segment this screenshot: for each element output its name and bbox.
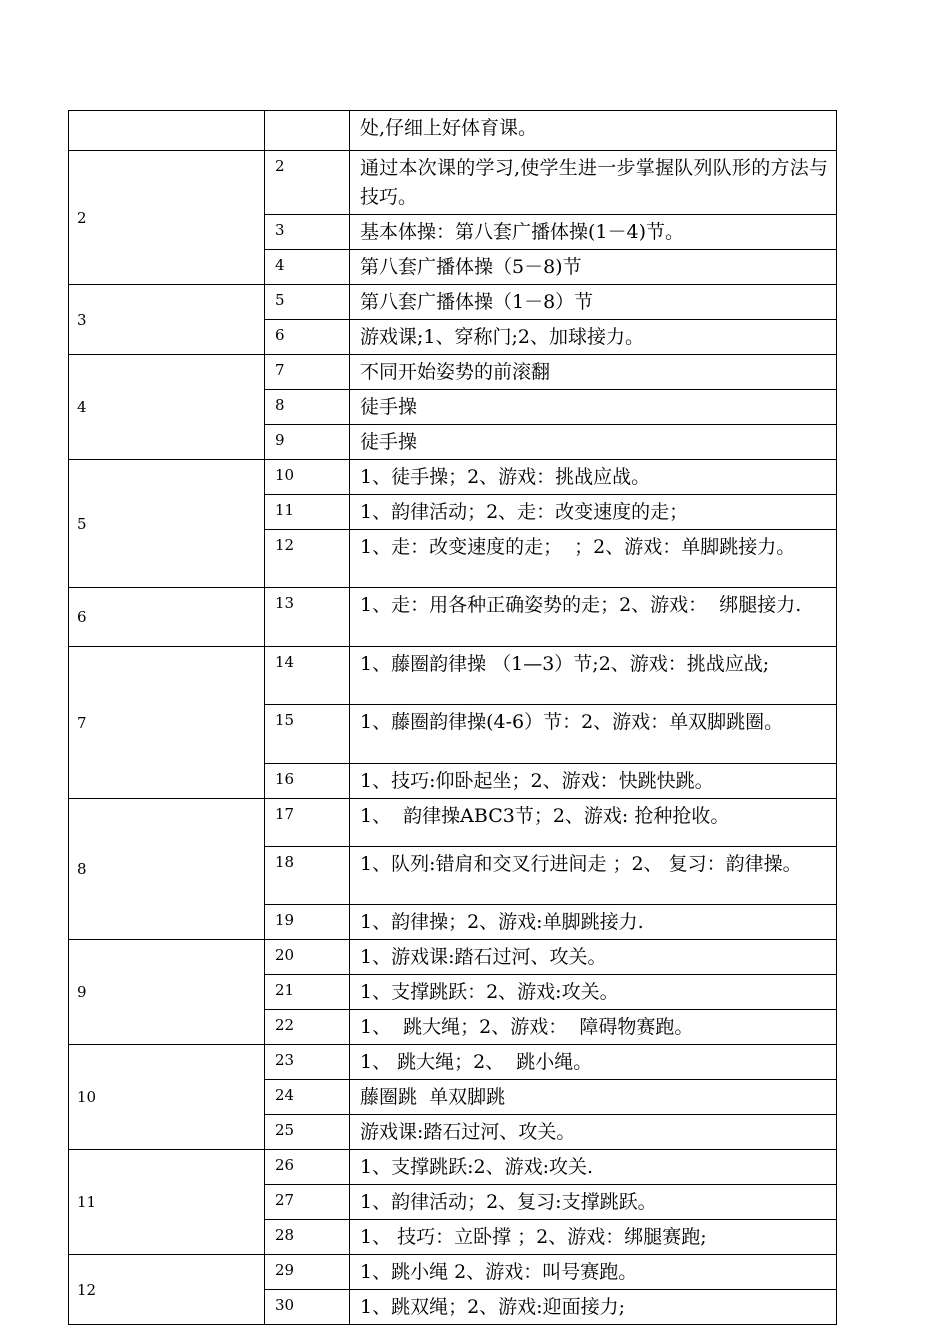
lesson-content-cell	[350, 425, 837, 460]
lesson-content-text: 藤圈跳 单双脚跳	[360, 1086, 506, 1108]
lesson-content-text: 1、支撑跳跃：2、游戏:攻关。	[360, 981, 619, 1003]
lesson-content-cell	[350, 647, 837, 705]
table-row	[69, 1150, 837, 1185]
lesson-content-cell	[350, 1220, 837, 1255]
lesson-content-text: 游戏课;1、穿称门;2、加球接力。	[360, 326, 644, 348]
lesson-content-cell	[350, 975, 837, 1010]
lesson-content-text: 1、韵律活动；2、复习:支撑跳跃。	[360, 1191, 657, 1213]
lesson-number-cell: 13	[265, 588, 350, 647]
lesson-number-cell: 3	[265, 215, 350, 250]
lesson-number-cell: 27	[265, 1185, 350, 1220]
lesson-content-text: 处,仔细上好体育课。	[360, 117, 538, 139]
week-cell	[69, 111, 265, 151]
lesson-content-cell	[350, 285, 837, 320]
week-cell: 9	[69, 940, 265, 1045]
table-row	[69, 940, 837, 975]
lesson-number-cell: 2	[265, 151, 350, 215]
lesson-content-cell	[350, 764, 837, 799]
table-row	[69, 1255, 837, 1290]
lesson-number-cell: 10	[265, 460, 350, 495]
table-row	[69, 647, 837, 705]
lesson-content-text: 1、韵律操；2、游戏:单脚跳接力.	[360, 911, 644, 933]
lesson-number-cell: 18	[265, 847, 350, 905]
lesson-number-cell: 16	[265, 764, 350, 799]
lesson-number-cell: 15	[265, 705, 350, 764]
lesson-number-cell: 26	[265, 1150, 350, 1185]
lesson-number-cell: 12	[265, 530, 350, 588]
week-cell: 7	[69, 647, 265, 799]
lesson-number-cell: 8	[265, 390, 350, 425]
lesson-content-cell	[350, 940, 837, 975]
lesson-content-cell	[350, 1185, 837, 1220]
week-cell: 12	[69, 1255, 265, 1325]
lesson-content-text: 徒手操	[360, 396, 418, 418]
lesson-number-cell: 23	[265, 1045, 350, 1080]
lesson-number-cell: 17	[265, 799, 350, 847]
table-row	[69, 151, 837, 215]
lesson-number-cell: 9	[265, 425, 350, 460]
teaching-plan-table	[68, 110, 837, 1325]
lesson-content-text: 通过本次课的学习,使学生进一步掌握队列队形的方法与技巧。	[360, 157, 828, 208]
lesson-number-cell: 5	[265, 285, 350, 320]
lesson-content-text: 1、跳双绳；2、游戏:迎面接力;	[360, 1296, 625, 1318]
lesson-content-cell	[350, 215, 837, 250]
lesson-content-text: 游戏课:踏石过河、攻关。	[360, 1121, 576, 1143]
lesson-number-cell: 28	[265, 1220, 350, 1255]
lesson-number-cell: 20	[265, 940, 350, 975]
lesson-content-cell	[350, 1290, 837, 1325]
lesson-number-cell: 4	[265, 250, 350, 285]
week-cell: 2	[69, 151, 265, 285]
lesson-content-text: 第八套广播体操（1－8）节	[360, 291, 594, 313]
lesson-content-text: 徒手操	[360, 431, 418, 453]
lesson-content-text: 1、技巧:仰卧起坐；2、游戏：快跳快跳。	[360, 770, 714, 792]
lesson-number-cell: 22	[265, 1010, 350, 1045]
table-row	[69, 460, 837, 495]
lesson-content-text: 1、藤圈韵律操(4-6）节：2、游戏：单双脚跳圈。	[360, 711, 784, 733]
lesson-content-cell	[350, 1045, 837, 1080]
lesson-content-text: 1、 技巧：立卧撑 ；2、游戏：绑腿赛跑;	[360, 1226, 707, 1248]
week-cell: 8	[69, 799, 265, 940]
week-cell: 11	[69, 1150, 265, 1255]
lesson-content-cell	[350, 705, 837, 764]
lesson-content-text: 1、藤圈韵律操 （1—3）节;2、游戏：挑战应战;	[360, 653, 770, 675]
lesson-content-cell	[350, 495, 837, 530]
lesson-content-cell	[350, 799, 837, 847]
lesson-content-text: 1、 韵律操ABC3节；2、游戏: 抢种抢收。	[360, 805, 730, 827]
lesson-number-cell: 14	[265, 647, 350, 705]
lesson-content-text: 1、徒手操；2、游戏：挑战应战。	[360, 466, 651, 488]
lesson-content-text: 1、走：改变速度的走； ；2、游戏：单脚跳接力。	[360, 536, 796, 558]
lesson-content-text: 1、 跳大绳；2、 跳小绳。	[360, 1051, 593, 1073]
table-body	[69, 111, 837, 1325]
lesson-content-text: 1、 跳大绳；2、游戏： 障碍物赛跑。	[360, 1016, 694, 1038]
lesson-number-cell: 24	[265, 1080, 350, 1115]
lesson-content-text: 第八套广播体操（5－8)节	[360, 256, 582, 278]
lesson-content-cell	[350, 1010, 837, 1045]
lesson-content-text: 1、跳小绳 2、游戏：叫号赛跑。	[360, 1261, 638, 1283]
lesson-content-cell	[350, 1115, 837, 1150]
lesson-content-text: 基本体操：第八套广播体操(1－4)节。	[360, 221, 685, 243]
lesson-number-cell: 6	[265, 320, 350, 355]
table-row	[69, 799, 837, 847]
week-cell: 5	[69, 460, 265, 588]
lesson-number-cell: 29	[265, 1255, 350, 1290]
lesson-number-cell: 11	[265, 495, 350, 530]
lesson-number-cell: 7	[265, 355, 350, 390]
lesson-content-cell	[350, 320, 837, 355]
lesson-content-cell	[350, 111, 837, 151]
lesson-number-cell: 21	[265, 975, 350, 1010]
table-row	[69, 111, 837, 151]
week-cell: 3	[69, 285, 265, 355]
lesson-content-text: 1、支撑跳跃:2、游戏:攻关.	[360, 1156, 594, 1178]
lesson-content-text: 1、游戏课:踏石过河、攻关。	[360, 946, 607, 968]
lesson-number-cell: 30	[265, 1290, 350, 1325]
lesson-content-cell	[350, 905, 837, 940]
table-row	[69, 285, 837, 320]
lesson-content-cell	[350, 151, 837, 215]
lesson-content-cell	[350, 250, 837, 285]
table-row	[69, 588, 837, 647]
lesson-content-cell	[350, 847, 837, 905]
lesson-number-cell: 25	[265, 1115, 350, 1150]
lesson-content-cell	[350, 460, 837, 495]
lesson-content-cell	[350, 1150, 837, 1185]
lesson-content-text: 1、韵律活动；2、走：改变速度的走；	[360, 501, 689, 523]
week-cell: 4	[69, 355, 265, 460]
lesson-content-cell	[350, 530, 837, 588]
lesson-number-cell	[265, 111, 350, 151]
week-cell: 6	[69, 588, 265, 647]
lesson-content-cell	[350, 390, 837, 425]
lesson-content-text: 1、队列:错肩和交叉行进间走 ；2、 复习：韵律操。	[360, 853, 802, 875]
table-row	[69, 1045, 837, 1080]
lesson-content-cell	[350, 588, 837, 647]
lesson-content-text: 不同开始姿势的前滚翻	[360, 361, 551, 383]
lesson-content-cell	[350, 1255, 837, 1290]
lesson-content-cell	[350, 1080, 837, 1115]
lesson-number-cell: 19	[265, 905, 350, 940]
week-cell: 10	[69, 1045, 265, 1150]
table-row	[69, 355, 837, 390]
lesson-content-cell	[350, 355, 837, 390]
lesson-content-text: 1、走：用各种正确姿势的走；2、游戏： 绑腿接力.	[360, 594, 802, 616]
